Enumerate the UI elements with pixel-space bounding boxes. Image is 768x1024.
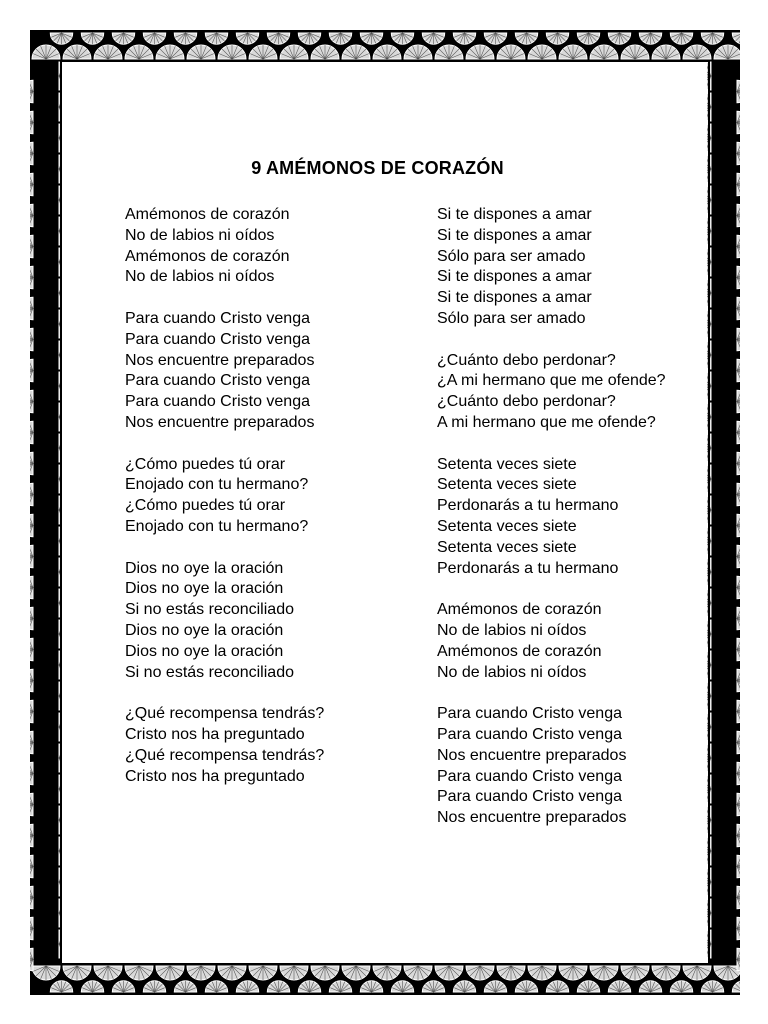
song-title: 9 AMÉMONOS DE CORAZÓN [251, 158, 504, 179]
lyric-line: Setenta veces siete [437, 455, 577, 473]
lyric-line: Cristo nos ha preguntado [125, 767, 305, 785]
lyric-line: Dios no oye la oración [125, 559, 284, 577]
lyric-line: Amémonos de corazón [437, 601, 602, 619]
lyric-line: Para cuando Cristo venga [437, 767, 622, 785]
lyric-line: Nos encuentre preparados [437, 746, 627, 764]
lyric-line: No de labios ni oídos [125, 268, 275, 286]
lyric-line: No de labios ni oídos [125, 226, 275, 244]
stanza [437, 704, 666, 829]
lyric-line: Si no estás reconciliado [125, 601, 294, 619]
lyric-line: Nos encuentre preparados [125, 413, 315, 431]
lyric-line: ¿Cuánto debo perdonar? [437, 351, 616, 369]
lyric-line: Nos encuentre preparados [437, 809, 627, 827]
lyric-line: ¿Qué recompensa tendrás? [125, 705, 325, 723]
lyric-line: Si te dispones a amar [437, 268, 592, 286]
lyric-line: Amémonos de corazón [125, 206, 290, 223]
lyric-line: Amémonos de corazón [125, 247, 290, 265]
lyric-line: Para cuando Cristo venga [437, 705, 622, 723]
stanza [125, 205, 324, 288]
lyric-line: Para cuando Cristo venga [437, 725, 622, 743]
lyric-line: Sólo para ser amado [437, 247, 586, 265]
lyric-line: Enojado con tu hermano? [125, 476, 309, 494]
stanza [125, 704, 324, 787]
lyric-line: Para cuando Cristo venga [125, 393, 310, 411]
stanza [125, 559, 324, 684]
lyric-line: Dios no oye la oración [125, 621, 284, 639]
stanza [437, 455, 666, 580]
lyric-line: Setenta veces siete [437, 538, 577, 556]
lyric-line: A mi hermano que me ofende? [437, 413, 656, 431]
lyric-line: Perdonarás a tu hermano [437, 497, 619, 515]
lyric-line: Setenta veces siete [437, 517, 577, 535]
lyric-line: Dios no oye la oración [125, 642, 284, 660]
lyric-line: Sólo para ser amado [437, 309, 586, 327]
lyric-line: Cristo nos ha preguntado [125, 725, 305, 743]
lyric-line: Amémonos de corazón [437, 642, 602, 660]
lyric-line: Si te dispones a amar [437, 206, 592, 223]
lyric-line: Dios no oye la oración [125, 580, 284, 598]
lyric-line: Si no estás reconciliado [125, 663, 294, 681]
lyric-line: ¿Cómo puedes tú orar [125, 455, 286, 473]
stanza [125, 309, 324, 434]
lyric-line: Para cuando Cristo venga [125, 372, 310, 390]
lyric-line: Setenta veces siete [437, 476, 577, 494]
lyrics-column-right [437, 205, 666, 850]
lyric-line: Perdonarás a tu hermano [437, 559, 619, 577]
lyric-line: Nos encuentre preparados [125, 351, 315, 369]
lyric-line: Enojado con tu hermano? [125, 517, 309, 535]
lyric-line: Si te dispones a amar [437, 289, 592, 307]
stanza [437, 205, 666, 330]
lyric-line: ¿Cómo puedes tú orar [125, 497, 286, 515]
lyric-line: No de labios ni oídos [437, 663, 587, 681]
lyric-line: ¿A mi hermano que me ofende? [437, 372, 666, 390]
stanza [437, 600, 666, 683]
stanza [125, 455, 324, 538]
lyric-line: ¿Qué recompensa tendrás? [125, 746, 325, 764]
lyric-line: Para cuando Cristo venga [125, 330, 310, 348]
lyric-line: Si te dispones a amar [437, 226, 592, 244]
lyric-line: Para cuando Cristo venga [437, 788, 622, 806]
lyrics-column-left [125, 205, 324, 808]
lyric-line: ¿Cuánto debo perdonar? [437, 393, 616, 411]
stanza [437, 351, 666, 434]
lyric-line: No de labios ni oídos [437, 621, 587, 639]
lyric-line: Para cuando Cristo venga [125, 309, 310, 327]
